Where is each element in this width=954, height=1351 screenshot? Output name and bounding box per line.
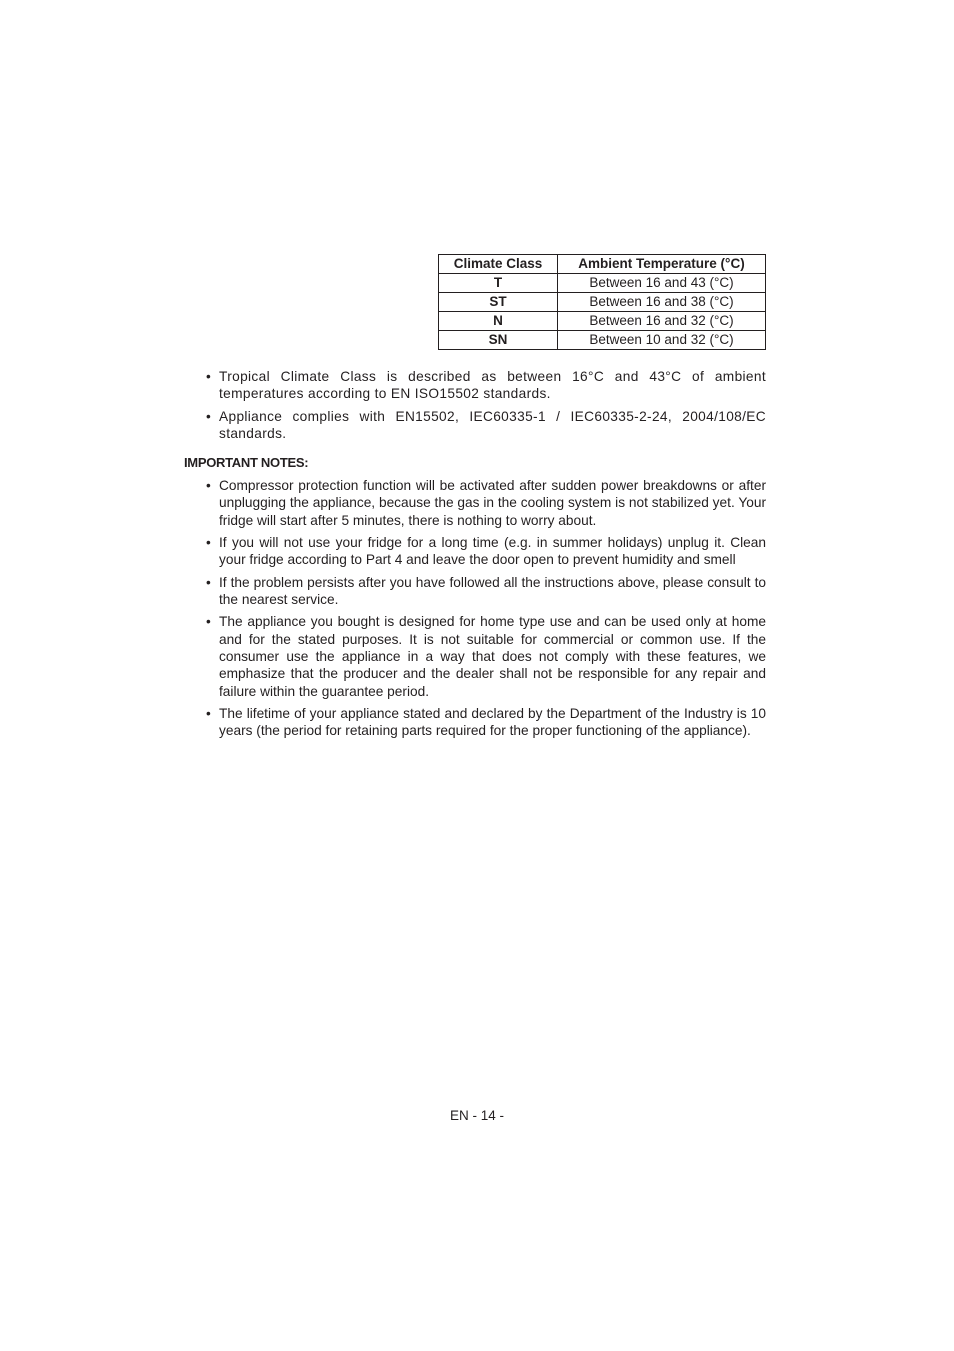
climate-note-text: Tropical Climate Class is described as between 16°C and 43°C of ambient temperatures according to EN ISO15502 standards.: [219, 369, 766, 402]
table-row: [439, 293, 766, 312]
important-notes-list: [206, 477, 766, 745]
table-header-row: [439, 255, 766, 274]
column-header-ambient-temperature: Ambient Temperature (°C): [558, 255, 766, 274]
important-note-text: The lifetime of your appliance stated and declared by the Department of the Industry is 10 years (the period for retaining parts required for the proper functioning of the appliance).: [219, 706, 766, 739]
list-item: [206, 477, 766, 529]
important-notes-heading: IMPORTANT NOTES:: [184, 455, 309, 470]
temperature-range-cell: Between 16 and 43 (°C): [558, 274, 766, 293]
important-note-text: The appliance you bought is designed for home type use and can be used only at home and for the stated purposes. It is not suitable for commercial or common use. If the consumer use the appliance in a way that does not comply with these features, we emphasize that the producer and the dealer shall not be responsible for any repair and failure within the guarantee period.: [219, 614, 766, 699]
list-item: [206, 574, 766, 609]
list-item: [206, 534, 766, 569]
climate-notes-list: [206, 368, 766, 447]
bullet-icon: •: [206, 478, 211, 493]
column-header-climate-class: Climate Class: [439, 255, 558, 274]
bullet-icon: •: [206, 574, 211, 590]
table-row: [439, 274, 766, 293]
important-note-text: If you will not use your fridge for a long time (e.g. in summer holidays) unplug it. Clean your fridge according to Part 4 and leave the door open to prevent humidity and smell: [219, 535, 766, 568]
list-item: [206, 368, 766, 403]
bullet-icon: •: [206, 614, 211, 630]
bullet-icon: •: [206, 706, 211, 722]
bullet-icon: •: [206, 535, 211, 551]
temperature-range-cell: Between 16 and 32 (°C): [558, 312, 766, 331]
climate-note-text: Appliance complies with EN15502, IEC60335-1 / IEC60335-2-24, 2004/108/EC standards.: [219, 408, 766, 442]
bullet-icon: •: [206, 369, 212, 384]
important-note-text: If the problem persists after you have followed all the instructions above, please consult to the nearest service.: [219, 574, 766, 608]
climate-class-cell: SN: [439, 331, 558, 350]
climate-class-cell: ST: [439, 293, 558, 312]
list-item: [206, 613, 766, 700]
list-item: [206, 408, 766, 443]
climate-class-table: [438, 254, 766, 350]
climate-class-cell: T: [439, 274, 558, 293]
list-item: [206, 705, 766, 740]
important-note-text: Compressor protection function will be activated after sudden power breakdowns or after unplugging the appliance, because the gas in the cooling system is not stabilized yet. Your fridge will start after 5 minutes, there is nothing to worry about.: [219, 478, 766, 528]
table-row: [439, 331, 766, 350]
temperature-range-cell: Between 16 and 38 (°C): [558, 293, 766, 312]
page-number: EN - 14 -: [449, 1108, 504, 1123]
table-row: [439, 312, 766, 331]
bullet-icon: •: [206, 408, 212, 424]
temperature-range-cell: Between 10 and 32 (°C): [558, 331, 766, 350]
climate-class-cell: N: [439, 312, 558, 331]
